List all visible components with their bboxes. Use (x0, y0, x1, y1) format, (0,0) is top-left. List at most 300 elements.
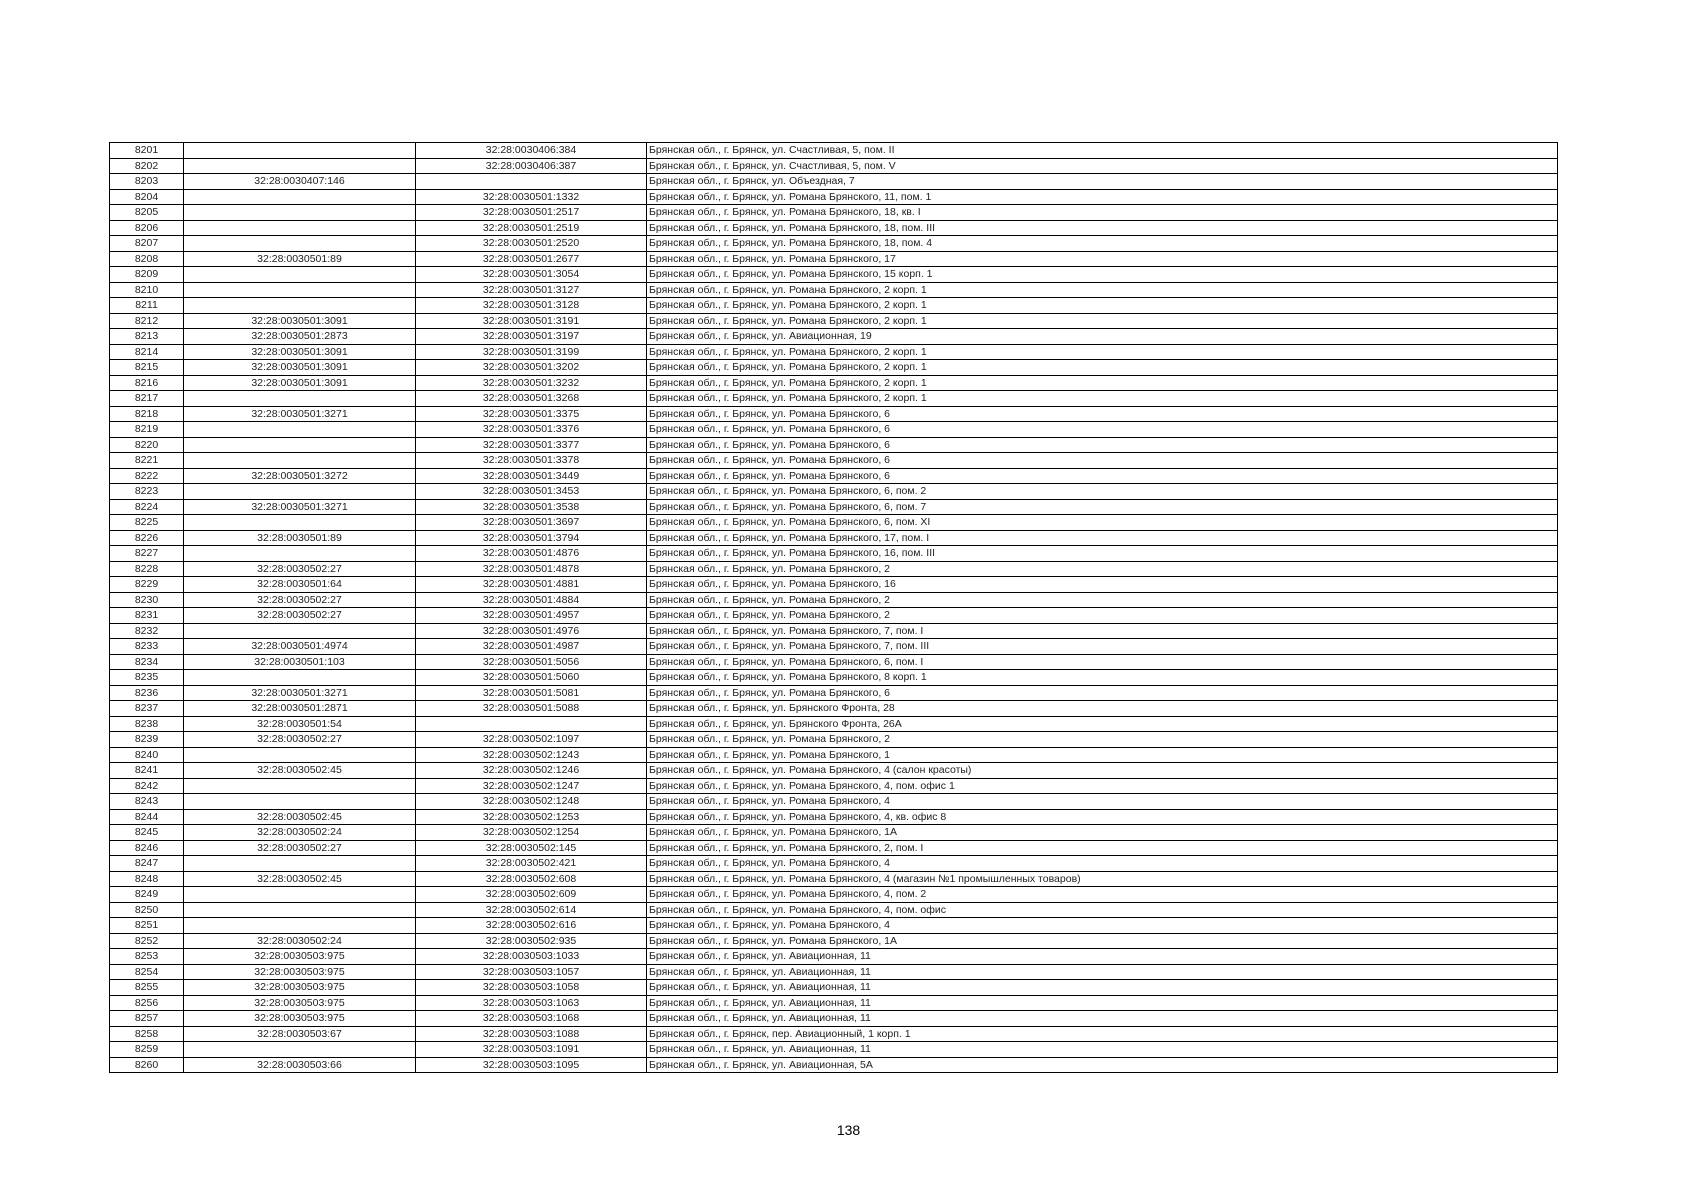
address-cell: Брянская обл., г. Брянск, ул. Романа Брянского, 6, пом. I (647, 654, 1558, 670)
land-plot-number-cell: 32:28:0030503:66 (184, 1057, 416, 1073)
land-plot-number-cell: 32:28:0030503:975 (184, 949, 416, 965)
address-cell: Брянская обл., г. Брянск, ул. Романа Брянского, 2, пом. I (647, 840, 1558, 856)
land-plot-number-cell (184, 298, 416, 314)
address-cell: Брянская обл., г. Брянск, ул. Романа Брянского, 4, пом. офис 1 (647, 778, 1558, 794)
row-number-cell: 8251 (110, 918, 184, 934)
table-row (110, 1026, 1558, 1042)
row-number-cell: 8212 (110, 313, 184, 329)
address-cell: Брянская обл., г. Брянск, ул. Романа Брянского, 15 корп. 1 (647, 267, 1558, 283)
table-row (110, 282, 1558, 298)
table-row (110, 980, 1558, 996)
row-number-cell: 8234 (110, 654, 184, 670)
object-number-cell: 32:28:0030501:3453 (416, 484, 647, 500)
land-plot-number-cell: 32:28:0030501:3271 (184, 406, 416, 422)
land-plot-number-cell: 32:28:0030503:975 (184, 964, 416, 980)
address-cell: Брянская обл., г. Брянск, ул. Авиационная, 11 (647, 949, 1558, 965)
address-cell: Брянская обл., г. Брянск, ул. Романа Брянского, 17, пом. I (647, 530, 1558, 546)
land-plot-number-cell: 32:28:0030502:45 (184, 871, 416, 887)
table-row (110, 809, 1558, 825)
table-row (110, 329, 1558, 345)
row-number-cell: 8250 (110, 902, 184, 918)
table-row (110, 515, 1558, 531)
land-plot-number-cell (184, 887, 416, 903)
object-number-cell: 32:28:0030501:3232 (416, 375, 647, 391)
address-cell: Брянская обл., г. Брянск, пер. Авиационный, 1 корп. 1 (647, 1026, 1558, 1042)
registry-table (109, 142, 1558, 1073)
object-number-cell: 32:28:0030501:5060 (416, 670, 647, 686)
table-row (110, 437, 1558, 453)
table-row (110, 995, 1558, 1011)
land-plot-number-cell (184, 747, 416, 763)
address-cell: Брянская обл., г. Брянск, ул. Романа Брянского, 6, пом. 2 (647, 484, 1558, 500)
row-number-cell: 8236 (110, 685, 184, 701)
address-cell: Брянская обл., г. Брянск, ул. Романа Брянского, 18, кв. I (647, 205, 1558, 221)
row-number-cell: 8242 (110, 778, 184, 794)
object-number-cell: 32:28:0030502:1243 (416, 747, 647, 763)
address-cell: Брянская обл., г. Брянск, ул. Романа Брянского, 6, пом. XI (647, 515, 1558, 531)
land-plot-number-cell: 32:28:0030501:64 (184, 577, 416, 593)
address-cell: Брянская обл., г. Брянск, ул. Романа Брянского, 4 (салон красоты) (647, 763, 1558, 779)
object-number-cell: 32:28:0030406:387 (416, 158, 647, 174)
table-row (110, 918, 1558, 934)
row-number-cell: 8216 (110, 375, 184, 391)
table-row (110, 453, 1558, 469)
table-row (110, 406, 1558, 422)
address-cell: Брянская обл., г. Брянск, ул. Романа Брянского, 7, пом. I (647, 623, 1558, 639)
address-cell: Брянская обл., г. Брянск, ул. Объездная, 7 (647, 174, 1558, 190)
land-plot-number-cell: 32:28:0030407:146 (184, 174, 416, 190)
address-cell: Брянская обл., г. Брянск, ул. Авиационная, 11 (647, 964, 1558, 980)
object-number-cell: 32:28:0030501:4878 (416, 561, 647, 577)
object-number-cell: 32:28:0030502:1253 (416, 809, 647, 825)
object-number-cell: 32:28:0030503:1088 (416, 1026, 647, 1042)
row-number-cell: 8231 (110, 608, 184, 624)
address-cell: Брянская обл., г. Брянск, ул. Романа Брянского, 16 (647, 577, 1558, 593)
address-cell: Брянская обл., г. Брянск, ул. Романа Брянского, 8 корп. 1 (647, 670, 1558, 686)
address-cell: Брянская обл., г. Брянск, ул. Романа Брянского, 2 корп. 1 (647, 282, 1558, 298)
object-number-cell (416, 716, 647, 732)
table-row (110, 561, 1558, 577)
row-number-cell: 8222 (110, 468, 184, 484)
land-plot-number-cell: 32:28:0030501:3272 (184, 468, 416, 484)
row-number-cell: 8237 (110, 701, 184, 717)
object-number-cell: 32:28:0030502:1248 (416, 794, 647, 810)
table-row (110, 422, 1558, 438)
row-number-cell: 8248 (110, 871, 184, 887)
land-plot-number-cell (184, 158, 416, 174)
land-plot-number-cell (184, 236, 416, 252)
table-row (110, 964, 1558, 980)
land-plot-number-cell (184, 1042, 416, 1058)
table-row (110, 298, 1558, 314)
address-cell: Брянская обл., г. Брянск, ул. Романа Брянского, 2 корп. 1 (647, 313, 1558, 329)
row-number-cell: 8252 (110, 933, 184, 949)
object-number-cell: 32:28:0030501:2519 (416, 220, 647, 236)
row-number-cell: 8233 (110, 639, 184, 655)
table-body (110, 143, 1558, 1073)
land-plot-number-cell (184, 515, 416, 531)
row-number-cell: 8249 (110, 887, 184, 903)
row-number-cell: 8223 (110, 484, 184, 500)
land-plot-number-cell (184, 484, 416, 500)
row-number-cell: 8202 (110, 158, 184, 174)
object-number-cell: 32:28:0030501:2520 (416, 236, 647, 252)
land-plot-number-cell (184, 778, 416, 794)
object-number-cell: 32:28:0030502:1254 (416, 825, 647, 841)
object-number-cell: 32:28:0030502:609 (416, 887, 647, 903)
land-plot-number-cell: 32:28:0030502:27 (184, 732, 416, 748)
land-plot-number-cell (184, 437, 416, 453)
land-plot-number-cell: 32:28:0030502:27 (184, 608, 416, 624)
object-number-cell: 32:28:0030501:5056 (416, 654, 647, 670)
address-cell: Брянская обл., г. Брянск, ул. Романа Брянского, 4 (647, 918, 1558, 934)
object-number-cell: 32:28:0030501:2677 (416, 251, 647, 267)
object-number-cell: 32:28:0030501:3127 (416, 282, 647, 298)
address-cell: Брянская обл., г. Брянск, ул. Романа Брянского, 17 (647, 251, 1558, 267)
table-row (110, 670, 1558, 686)
land-plot-number-cell: 32:28:0030501:2873 (184, 329, 416, 345)
row-number-cell: 8217 (110, 391, 184, 407)
address-cell: Брянская обл., г. Брянск, ул. Романа Брянского, 7, пом. III (647, 639, 1558, 655)
row-number-cell: 8238 (110, 716, 184, 732)
address-cell: Брянская обл., г. Брянск, ул. Счастливая, 5, пом. V (647, 158, 1558, 174)
land-plot-number-cell: 32:28:0030502:27 (184, 840, 416, 856)
table-row (110, 592, 1558, 608)
object-number-cell: 32:28:0030501:5081 (416, 685, 647, 701)
row-number-cell: 8219 (110, 422, 184, 438)
address-cell: Брянская обл., г. Брянск, ул. Романа Брянского, 6 (647, 422, 1558, 438)
object-number-cell: 32:28:0030501:4884 (416, 592, 647, 608)
land-plot-number-cell: 32:28:0030501:2871 (184, 701, 416, 717)
table-row (110, 158, 1558, 174)
object-number-cell: 32:28:0030503:1095 (416, 1057, 647, 1073)
object-number-cell: 32:28:0030501:4987 (416, 639, 647, 655)
object-number-cell: 32:28:0030501:4881 (416, 577, 647, 593)
address-cell: Брянская обл., г. Брянск, ул. Романа Брянского, 2 (647, 608, 1558, 624)
land-plot-number-cell: 32:28:0030501:4974 (184, 639, 416, 655)
row-number-cell: 8214 (110, 344, 184, 360)
address-cell: Брянская обл., г. Брянск, ул. Авиационная, 19 (647, 329, 1558, 345)
table-row (110, 1011, 1558, 1027)
address-cell: Брянская обл., г. Брянск, ул. Романа Брянского, 4, кв. офис 8 (647, 809, 1558, 825)
land-plot-number-cell: 32:28:0030502:24 (184, 933, 416, 949)
table-row (110, 639, 1558, 655)
land-plot-number-cell: 32:28:0030501:3271 (184, 685, 416, 701)
object-number-cell: 32:28:0030501:4876 (416, 546, 647, 562)
row-number-cell: 8221 (110, 453, 184, 469)
table-row (110, 794, 1558, 810)
table-row (110, 747, 1558, 763)
table-row (110, 763, 1558, 779)
land-plot-number-cell (184, 422, 416, 438)
table-row (110, 949, 1558, 965)
table-row (110, 685, 1558, 701)
address-cell: Брянская обл., г. Брянск, ул. Счастливая, 5, пом. II (647, 143, 1558, 159)
land-plot-number-cell (184, 220, 416, 236)
object-number-cell: 32:28:0030502:421 (416, 856, 647, 872)
land-plot-number-cell (184, 902, 416, 918)
land-plot-number-cell: 32:28:0030501:89 (184, 530, 416, 546)
land-plot-number-cell: 32:28:0030502:45 (184, 809, 416, 825)
land-plot-number-cell (184, 143, 416, 159)
land-plot-number-cell (184, 623, 416, 639)
row-number-cell: 8239 (110, 732, 184, 748)
address-cell: Брянская обл., г. Брянск, ул. Романа Брянского, 6 (647, 685, 1558, 701)
object-number-cell: 32:28:0030501:3191 (416, 313, 647, 329)
address-cell: Брянская обл., г. Брянск, ул. Романа Брянского, 1А (647, 825, 1558, 841)
object-number-cell: 32:28:0030501:3378 (416, 453, 647, 469)
row-number-cell: 8204 (110, 189, 184, 205)
object-number-cell: 32:28:0030501:3377 (416, 437, 647, 453)
object-number-cell: 32:28:0030503:1068 (416, 1011, 647, 1027)
row-number-cell: 8254 (110, 964, 184, 980)
table-row (110, 205, 1558, 221)
object-number-cell: 32:28:0030501:3794 (416, 530, 647, 546)
land-plot-number-cell (184, 856, 416, 872)
address-cell: Брянская обл., г. Брянск, ул. Романа Брянского, 6 (647, 453, 1558, 469)
land-plot-number-cell: 32:28:0030501:3271 (184, 499, 416, 515)
object-number-cell: 32:28:0030502:1247 (416, 778, 647, 794)
address-cell: Брянская обл., г. Брянск, ул. Авиационная, 11 (647, 995, 1558, 1011)
table-row (110, 840, 1558, 856)
address-cell: Брянская обл., г. Брянск, ул. Романа Брянского, 4 (магазин №1 промышленных товаров) (647, 871, 1558, 887)
row-number-cell: 8209 (110, 267, 184, 283)
address-cell: Брянская обл., г. Брянск, ул. Романа Брянского, 2 (647, 561, 1558, 577)
row-number-cell: 8211 (110, 298, 184, 314)
row-number-cell: 8235 (110, 670, 184, 686)
address-cell: Брянская обл., г. Брянск, ул. Романа Брянского, 6 (647, 468, 1558, 484)
address-cell: Брянская обл., г. Брянск, ул. Романа Брянского, 4 (647, 794, 1558, 810)
table-row (110, 143, 1558, 159)
table-row (110, 902, 1558, 918)
table-row (110, 236, 1558, 252)
land-plot-number-cell: 32:28:0030503:975 (184, 995, 416, 1011)
table-row (110, 375, 1558, 391)
row-number-cell: 8225 (110, 515, 184, 531)
object-number-cell: 32:28:0030501:1332 (416, 189, 647, 205)
object-number-cell: 32:28:0030503:1063 (416, 995, 647, 1011)
land-plot-number-cell: 32:28:0030501:3091 (184, 313, 416, 329)
table-row (110, 360, 1558, 376)
row-number-cell: 8201 (110, 143, 184, 159)
object-number-cell: 32:28:0030501:3375 (416, 406, 647, 422)
table-row (110, 856, 1558, 872)
table-row (110, 1057, 1558, 1073)
address-cell: Брянская обл., г. Брянск, ул. Брянского Фронта, 26А (647, 716, 1558, 732)
table-row (110, 732, 1558, 748)
address-cell: Брянская обл., г. Брянск, ул. Романа Брянского, 4, пом. 2 (647, 887, 1558, 903)
row-number-cell: 8227 (110, 546, 184, 562)
row-number-cell: 8258 (110, 1026, 184, 1042)
row-number-cell: 8230 (110, 592, 184, 608)
object-number-cell: 32:28:0030501:3054 (416, 267, 647, 283)
address-cell: Брянская обл., г. Брянск, ул. Романа Брянского, 2 корп. 1 (647, 344, 1558, 360)
land-plot-number-cell: 32:28:0030501:3091 (184, 344, 416, 360)
address-cell: Брянская обл., г. Брянск, ул. Романа Брянского, 1А (647, 933, 1558, 949)
row-number-cell: 8213 (110, 329, 184, 345)
table-row (110, 220, 1558, 236)
address-cell: Брянская обл., г. Брянск, ул. Романа Брянского, 11, пом. 1 (647, 189, 1558, 205)
address-cell: Брянская обл., г. Брянск, ул. Романа Брянского, 18, пом. 4 (647, 236, 1558, 252)
object-number-cell: 32:28:0030501:4976 (416, 623, 647, 639)
row-number-cell: 8205 (110, 205, 184, 221)
object-number-cell: 32:28:0030502:608 (416, 871, 647, 887)
land-plot-number-cell (184, 794, 416, 810)
land-plot-number-cell: 32:28:0030501:89 (184, 251, 416, 267)
row-number-cell: 8253 (110, 949, 184, 965)
land-plot-number-cell (184, 453, 416, 469)
land-plot-number-cell (184, 670, 416, 686)
land-plot-number-cell (184, 918, 416, 934)
table-row (110, 608, 1558, 624)
address-cell: Брянская обл., г. Брянск, ул. Авиационная, 11 (647, 1042, 1558, 1058)
object-number-cell: 32:28:0030502:1246 (416, 763, 647, 779)
row-number-cell: 8218 (110, 406, 184, 422)
land-plot-number-cell: 32:28:0030503:67 (184, 1026, 416, 1042)
address-cell: Брянская обл., г. Брянск, ул. Романа Брянского, 2 корп. 1 (647, 360, 1558, 376)
row-number-cell: 8243 (110, 794, 184, 810)
object-number-cell: 32:28:0030501:2517 (416, 205, 647, 221)
table-row (110, 174, 1558, 190)
table-row (110, 701, 1558, 717)
row-number-cell: 8226 (110, 530, 184, 546)
object-number-cell: 32:28:0030502:1097 (416, 732, 647, 748)
land-plot-number-cell (184, 189, 416, 205)
object-number-cell: 32:28:0030502:935 (416, 933, 647, 949)
object-number-cell: 32:28:0030501:3128 (416, 298, 647, 314)
land-plot-number-cell: 32:28:0030503:975 (184, 1011, 416, 1027)
row-number-cell: 8220 (110, 437, 184, 453)
address-cell: Брянская обл., г. Брянск, ул. Романа Брянского, 6 (647, 406, 1558, 422)
table-row (110, 530, 1558, 546)
land-plot-number-cell (184, 546, 416, 562)
object-number-cell: 32:28:0030501:3449 (416, 468, 647, 484)
address-cell: Брянская обл., г. Брянск, ул. Романа Брянского, 2 корп. 1 (647, 375, 1558, 391)
object-number-cell: 32:28:0030502:614 (416, 902, 647, 918)
object-number-cell: 32:28:0030501:5088 (416, 701, 647, 717)
address-cell: Брянская обл., г. Брянск, ул. Романа Брянского, 16, пом. III (647, 546, 1558, 562)
row-number-cell: 8229 (110, 577, 184, 593)
table-row (110, 825, 1558, 841)
row-number-cell: 8240 (110, 747, 184, 763)
object-number-cell: 32:28:0030501:3697 (416, 515, 647, 531)
address-cell: Брянская обл., г. Брянск, ул. Романа Брянского, 2 корп. 1 (647, 298, 1558, 314)
row-number-cell: 8259 (110, 1042, 184, 1058)
table-row (110, 267, 1558, 283)
object-number-cell: 32:28:0030501:3197 (416, 329, 647, 345)
table-row (110, 871, 1558, 887)
address-cell: Брянская обл., г. Брянск, ул. Романа Брянского, 6, пом. 7 (647, 499, 1558, 515)
land-plot-number-cell: 32:28:0030501:3091 (184, 375, 416, 391)
address-cell: Брянская обл., г. Брянск, ул. Романа Брянского, 2 корп. 1 (647, 391, 1558, 407)
object-number-cell: 32:28:0030501:3199 (416, 344, 647, 360)
object-number-cell: 32:28:0030503:1091 (416, 1042, 647, 1058)
table-row (110, 933, 1558, 949)
object-number-cell: 32:28:0030501:3202 (416, 360, 647, 376)
row-number-cell: 8244 (110, 809, 184, 825)
object-number-cell (416, 174, 647, 190)
table-row (110, 251, 1558, 267)
object-number-cell: 32:28:0030503:1058 (416, 980, 647, 996)
land-plot-number-cell: 32:28:0030502:27 (184, 592, 416, 608)
row-number-cell: 8257 (110, 1011, 184, 1027)
table-row (110, 344, 1558, 360)
table-row (110, 484, 1558, 500)
table-row (110, 716, 1558, 732)
row-number-cell: 8245 (110, 825, 184, 841)
row-number-cell: 8255 (110, 980, 184, 996)
table-row (110, 391, 1558, 407)
land-plot-number-cell: 32:28:0030502:27 (184, 561, 416, 577)
object-number-cell: 32:28:0030503:1033 (416, 949, 647, 965)
row-number-cell: 8206 (110, 220, 184, 236)
row-number-cell: 8247 (110, 856, 184, 872)
address-cell: Брянская обл., г. Брянск, ул. Авиационная, 5А (647, 1057, 1558, 1073)
row-number-cell: 8208 (110, 251, 184, 267)
row-number-cell: 8207 (110, 236, 184, 252)
object-number-cell: 32:28:0030501:4957 (416, 608, 647, 624)
address-cell: Брянская обл., г. Брянск, ул. Романа Брянского, 2 (647, 592, 1558, 608)
table-row (110, 887, 1558, 903)
row-number-cell: 8228 (110, 561, 184, 577)
address-cell: Брянская обл., г. Брянск, ул. Романа Брянского, 18, пом. III (647, 220, 1558, 236)
table-row (110, 654, 1558, 670)
object-number-cell: 32:28:0030502:616 (416, 918, 647, 934)
land-plot-number-cell: 32:28:0030502:24 (184, 825, 416, 841)
table-row (110, 468, 1558, 484)
address-cell: Брянская обл., г. Брянск, ул. Авиационная, 11 (647, 980, 1558, 996)
row-number-cell: 8232 (110, 623, 184, 639)
land-plot-number-cell (184, 391, 416, 407)
address-cell: Брянская обл., г. Брянск, ул. Романа Брянского, 4, пом. офис (647, 902, 1558, 918)
land-plot-number-cell: 32:28:0030501:54 (184, 716, 416, 732)
table-row (110, 1042, 1558, 1058)
object-number-cell: 32:28:0030501:3538 (416, 499, 647, 515)
address-cell: Брянская обл., г. Брянск, ул. Романа Брянского, 6 (647, 437, 1558, 453)
land-plot-number-cell: 32:28:0030502:45 (184, 763, 416, 779)
object-number-cell: 32:28:0030501:3376 (416, 422, 647, 438)
table-row (110, 623, 1558, 639)
row-number-cell: 8224 (110, 499, 184, 515)
row-number-cell: 8241 (110, 763, 184, 779)
object-number-cell: 32:28:0030406:384 (416, 143, 647, 159)
address-cell: Брянская обл., г. Брянск, ул. Брянского Фронта, 28 (647, 701, 1558, 717)
land-plot-number-cell (184, 282, 416, 298)
table-row (110, 189, 1558, 205)
address-cell: Брянская обл., г. Брянск, ул. Авиационная, 11 (647, 1011, 1558, 1027)
land-plot-number-cell: 32:28:0030503:975 (184, 980, 416, 996)
table-row (110, 577, 1558, 593)
row-number-cell: 8203 (110, 174, 184, 190)
address-cell: Брянская обл., г. Брянск, ул. Романа Брянского, 1 (647, 747, 1558, 763)
object-number-cell: 32:28:0030503:1057 (416, 964, 647, 980)
row-number-cell: 8256 (110, 995, 184, 1011)
address-cell: Брянская обл., г. Брянск, ул. Романа Брянского, 4 (647, 856, 1558, 872)
row-number-cell: 8246 (110, 840, 184, 856)
land-plot-number-cell (184, 267, 416, 283)
object-number-cell: 32:28:0030501:3268 (416, 391, 647, 407)
address-cell: Брянская обл., г. Брянск, ул. Романа Брянского, 2 (647, 732, 1558, 748)
row-number-cell: 8260 (110, 1057, 184, 1073)
row-number-cell: 8215 (110, 360, 184, 376)
table-row (110, 546, 1558, 562)
land-plot-number-cell: 32:28:0030501:103 (184, 654, 416, 670)
table-row (110, 778, 1558, 794)
table-row (110, 499, 1558, 515)
land-plot-number-cell: 32:28:0030501:3091 (184, 360, 416, 376)
object-number-cell: 32:28:0030502:145 (416, 840, 647, 856)
row-number-cell: 8210 (110, 282, 184, 298)
